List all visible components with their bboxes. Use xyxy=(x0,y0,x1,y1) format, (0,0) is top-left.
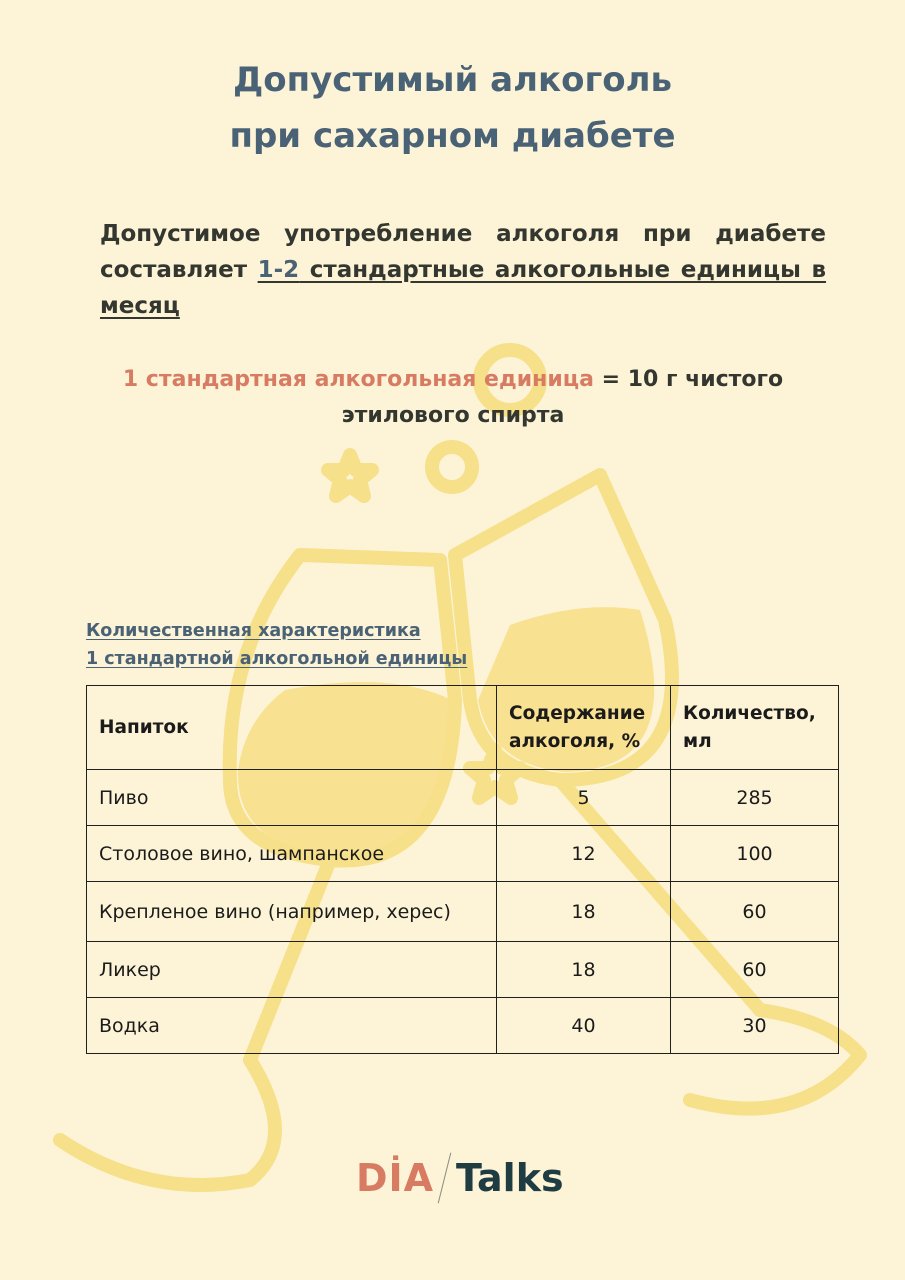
cell-alcohol: 40 xyxy=(497,998,671,1054)
table-caption-line-2: 1 стандартной алкогольной единицы xyxy=(86,649,468,669)
cell-alcohol: 18 xyxy=(497,942,671,998)
header-alcohol: Содержание алкоголя, % xyxy=(497,686,671,770)
table-caption-line-1: Количественная характеристика xyxy=(86,621,421,641)
cell-drink: Пиво xyxy=(87,770,497,826)
cell-alcohol: 12 xyxy=(497,826,671,882)
cell-drink: Ликер xyxy=(87,942,497,998)
dia-talks-logo xyxy=(356,1150,576,1206)
unit-term: 1 стандартная алкогольная единица xyxy=(122,367,594,392)
intro-paragraph xyxy=(100,216,826,324)
table-row xyxy=(87,826,839,882)
cell-amount: 30 xyxy=(671,998,839,1054)
cell-amount: 100 xyxy=(671,826,839,882)
unit-definition-text: = 10 г чистого этилового спирта xyxy=(341,367,784,428)
cell-drink: Столовое вино, шампанское xyxy=(87,826,497,882)
intro-highlight: 1-2 xyxy=(257,257,300,283)
cell-drink: Водка xyxy=(87,998,497,1054)
cell-alcohol: 18 xyxy=(497,882,671,942)
alcohol-units-table xyxy=(86,685,839,1054)
logo-divider xyxy=(438,1153,452,1204)
table-row xyxy=(87,770,839,826)
cell-amount: 60 xyxy=(671,882,839,942)
cell-alcohol: 5 xyxy=(497,770,671,826)
title-line-2: при сахарном диабете xyxy=(229,116,676,156)
table-row xyxy=(87,998,839,1054)
title-line-1: Допустимый алкоголь xyxy=(233,60,672,100)
table-row xyxy=(87,882,839,942)
header-amount: Количество, мл xyxy=(671,686,839,770)
unit-definition xyxy=(90,362,816,434)
cell-amount: 285 xyxy=(671,770,839,826)
logo-dia: DİA xyxy=(356,1156,435,1200)
header-drink: Напиток xyxy=(87,686,497,770)
logo-talks: Talks xyxy=(456,1156,564,1200)
cell-amount: 60 xyxy=(671,942,839,998)
intro-prefix: Допустимое употребление алкоголя при диабете составляет xyxy=(100,221,826,283)
page-title xyxy=(0,52,905,164)
cell-drink: Крепленое вино (например, херес) xyxy=(87,882,497,942)
table-caption xyxy=(86,617,606,673)
table-row xyxy=(87,942,839,998)
intro-suffix: стандартные алкогольные единицы в месяц xyxy=(100,257,827,319)
table-header-row xyxy=(87,686,839,770)
